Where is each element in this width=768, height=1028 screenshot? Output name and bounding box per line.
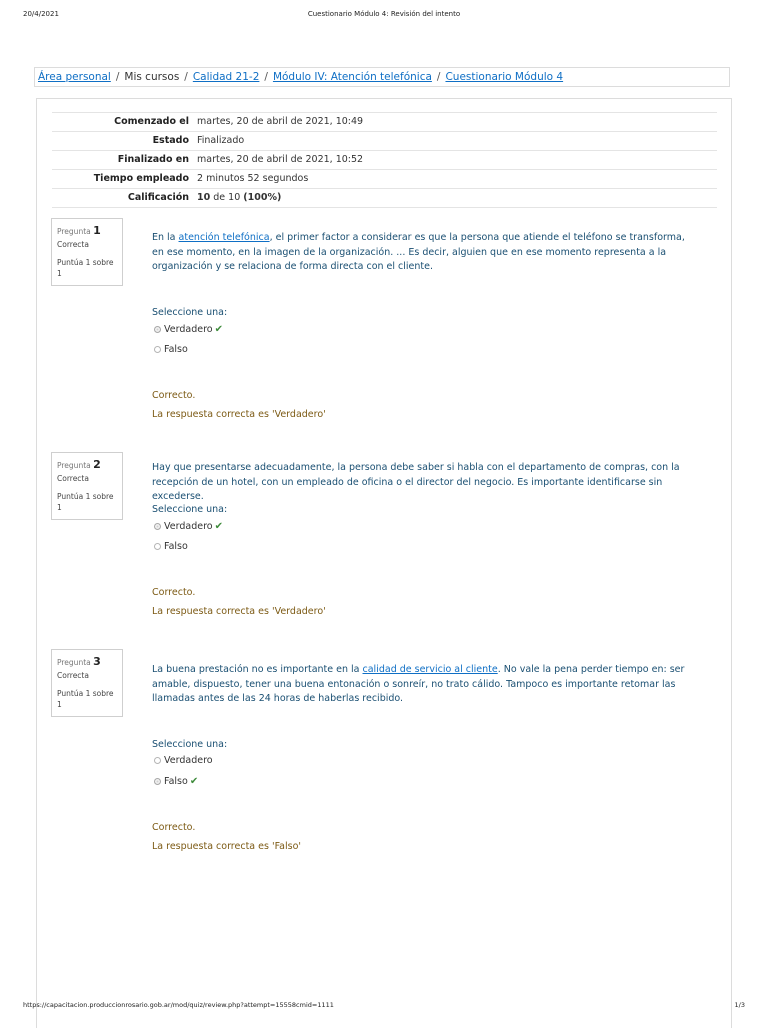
summary-row-state (52, 132, 717, 151)
breadcrumb-separator: / (115, 71, 120, 83)
print-page-number: 1/3 (734, 1001, 745, 1009)
question-number: Pregunta 3 (57, 655, 101, 668)
question-state: Correcta (57, 474, 89, 483)
radio-button[interactable] (154, 326, 161, 333)
breadcrumb-separator: / (436, 71, 441, 83)
question-number: Pregunta 1 (57, 224, 101, 237)
summary-row-time (52, 170, 717, 189)
radio-button[interactable] (154, 523, 161, 530)
answer-option[interactable]: Falso ✔ (154, 776, 198, 788)
question-grade: Puntúa 1 sobre 1 (57, 689, 114, 709)
summary-value: Finalizado (197, 135, 245, 146)
breadcrumb-separator: / (264, 71, 268, 83)
radio-button[interactable] (154, 778, 161, 785)
question-text-2: Hay que presentarse adecuadamente, la persona debe saber si habla con el departamento de compras, con la recepción de un hotel, con un empleado de oficina o el director del negocio. Es importante identificarse sin excederse. (152, 462, 680, 502)
answer-option[interactable]: Verdadero ✔ (154, 324, 223, 336)
summary-value (197, 189, 717, 208)
attempt-summary-table (52, 112, 717, 208)
answer-prompt: Seleccione una: (152, 307, 228, 318)
answer-option[interactable]: Falso (154, 541, 188, 553)
check-icon: ✔ (189, 776, 199, 787)
answer-option[interactable]: Falso (154, 344, 188, 356)
print-footer (0, 1001, 768, 1013)
summary-label: Estado (152, 135, 189, 146)
summary-label: Tiempo empleado (93, 173, 189, 184)
glossary-link[interactable]: atención telefónica (178, 232, 270, 243)
right-answer-text: La respuesta correcta es 'Verdadero' (152, 409, 326, 420)
summary-value: martes, 20 de abril de 2021, 10:52 (197, 154, 364, 165)
question-number: Pregunta 2 (57, 458, 101, 471)
print-header (0, 10, 768, 24)
glossary-link[interactable]: calidad de servicio al cliente (362, 664, 498, 675)
print-url: https://capacitacion.produccionrosario.gob.ar/mod/quiz/review.php?attempt=15558cmid=1111 (23, 1001, 334, 1009)
question-info-3 (51, 649, 123, 717)
right-answer-text: La respuesta correcta es 'Verdadero' (152, 606, 326, 617)
summary-row-grade (52, 189, 717, 208)
print-date: 20/4/2021 (23, 10, 59, 18)
feedback-text: Correcto. (152, 587, 196, 598)
summary-row-started (52, 113, 717, 132)
question-grade: Puntúa 1 sobre 1 (57, 492, 114, 512)
breadcrumb-course[interactable]: Calidad 21-2 (192, 71, 260, 83)
right-answer-text: La respuesta correcta es 'Falso' (152, 841, 301, 852)
feedback-text: Correcto. (152, 822, 196, 833)
breadcrumb-separator: / (184, 71, 188, 83)
answer-option[interactable]: Verdadero ✔ (154, 521, 223, 533)
summary-label: Finalizado en (117, 154, 189, 165)
summary-label: Comenzado el (114, 116, 189, 127)
summary-row-finished (52, 151, 717, 170)
radio-button[interactable] (154, 543, 161, 550)
radio-button[interactable] (154, 346, 161, 353)
question-text-1: En la atención telefónica, el primer factor a considerar es que la persona que atiende el teléfono se transforma, en ese momento, en la imagen de la organización. ... Es decir, alguien que en ese momento representa a la organización y se relaciona de forma directa con el cliente. (152, 232, 685, 272)
breadcrumb (34, 67, 730, 87)
answer-prompt: Seleccione una: (152, 739, 228, 750)
radio-button[interactable] (154, 757, 161, 764)
question-state: Correcta (57, 240, 89, 249)
breadcrumb-area-personal[interactable]: Área personal (38, 71, 111, 83)
question-info-1 (51, 218, 123, 286)
question-grade: Puntúa 1 sobre 1 (57, 258, 114, 278)
check-icon: ✔ (214, 521, 223, 532)
question-state: Correcta (57, 671, 89, 680)
breadcrumb-mis-cursos: Mis cursos (124, 71, 180, 83)
grade-total: de 10 (210, 192, 244, 203)
print-title: Cuestionario Módulo 4: Revisión del intento (307, 10, 461, 18)
grade-score: 10 (197, 192, 211, 203)
question-info-2 (51, 452, 123, 520)
summary-label: Calificación (127, 192, 189, 203)
grade-percent: (100%) (243, 192, 282, 203)
feedback-text: Correcto. (152, 390, 196, 401)
summary-value: 2 minutos 52 segundos (197, 173, 309, 184)
breadcrumb-quiz[interactable]: Cuestionario Módulo 4 (445, 71, 564, 83)
answer-prompt: Seleccione una: (152, 504, 228, 515)
summary-value: martes, 20 de abril de 2021, 10:49 (197, 116, 364, 127)
breadcrumb-module[interactable]: Módulo IV: Atención telefónica (272, 71, 432, 83)
question-text-3: La buena prestación no es importante en la calidad de servicio al cliente. No vale la pena perder tiempo en: ser amable, dispuesto, tener una buena entonación o sonreír, no trato cálido. Tampoco es importante retomar las llamadas antes de las 24 horas de haberlas recibido. (152, 664, 685, 704)
check-icon: ✔ (214, 324, 223, 335)
answer-option[interactable]: Verdadero (154, 755, 213, 767)
